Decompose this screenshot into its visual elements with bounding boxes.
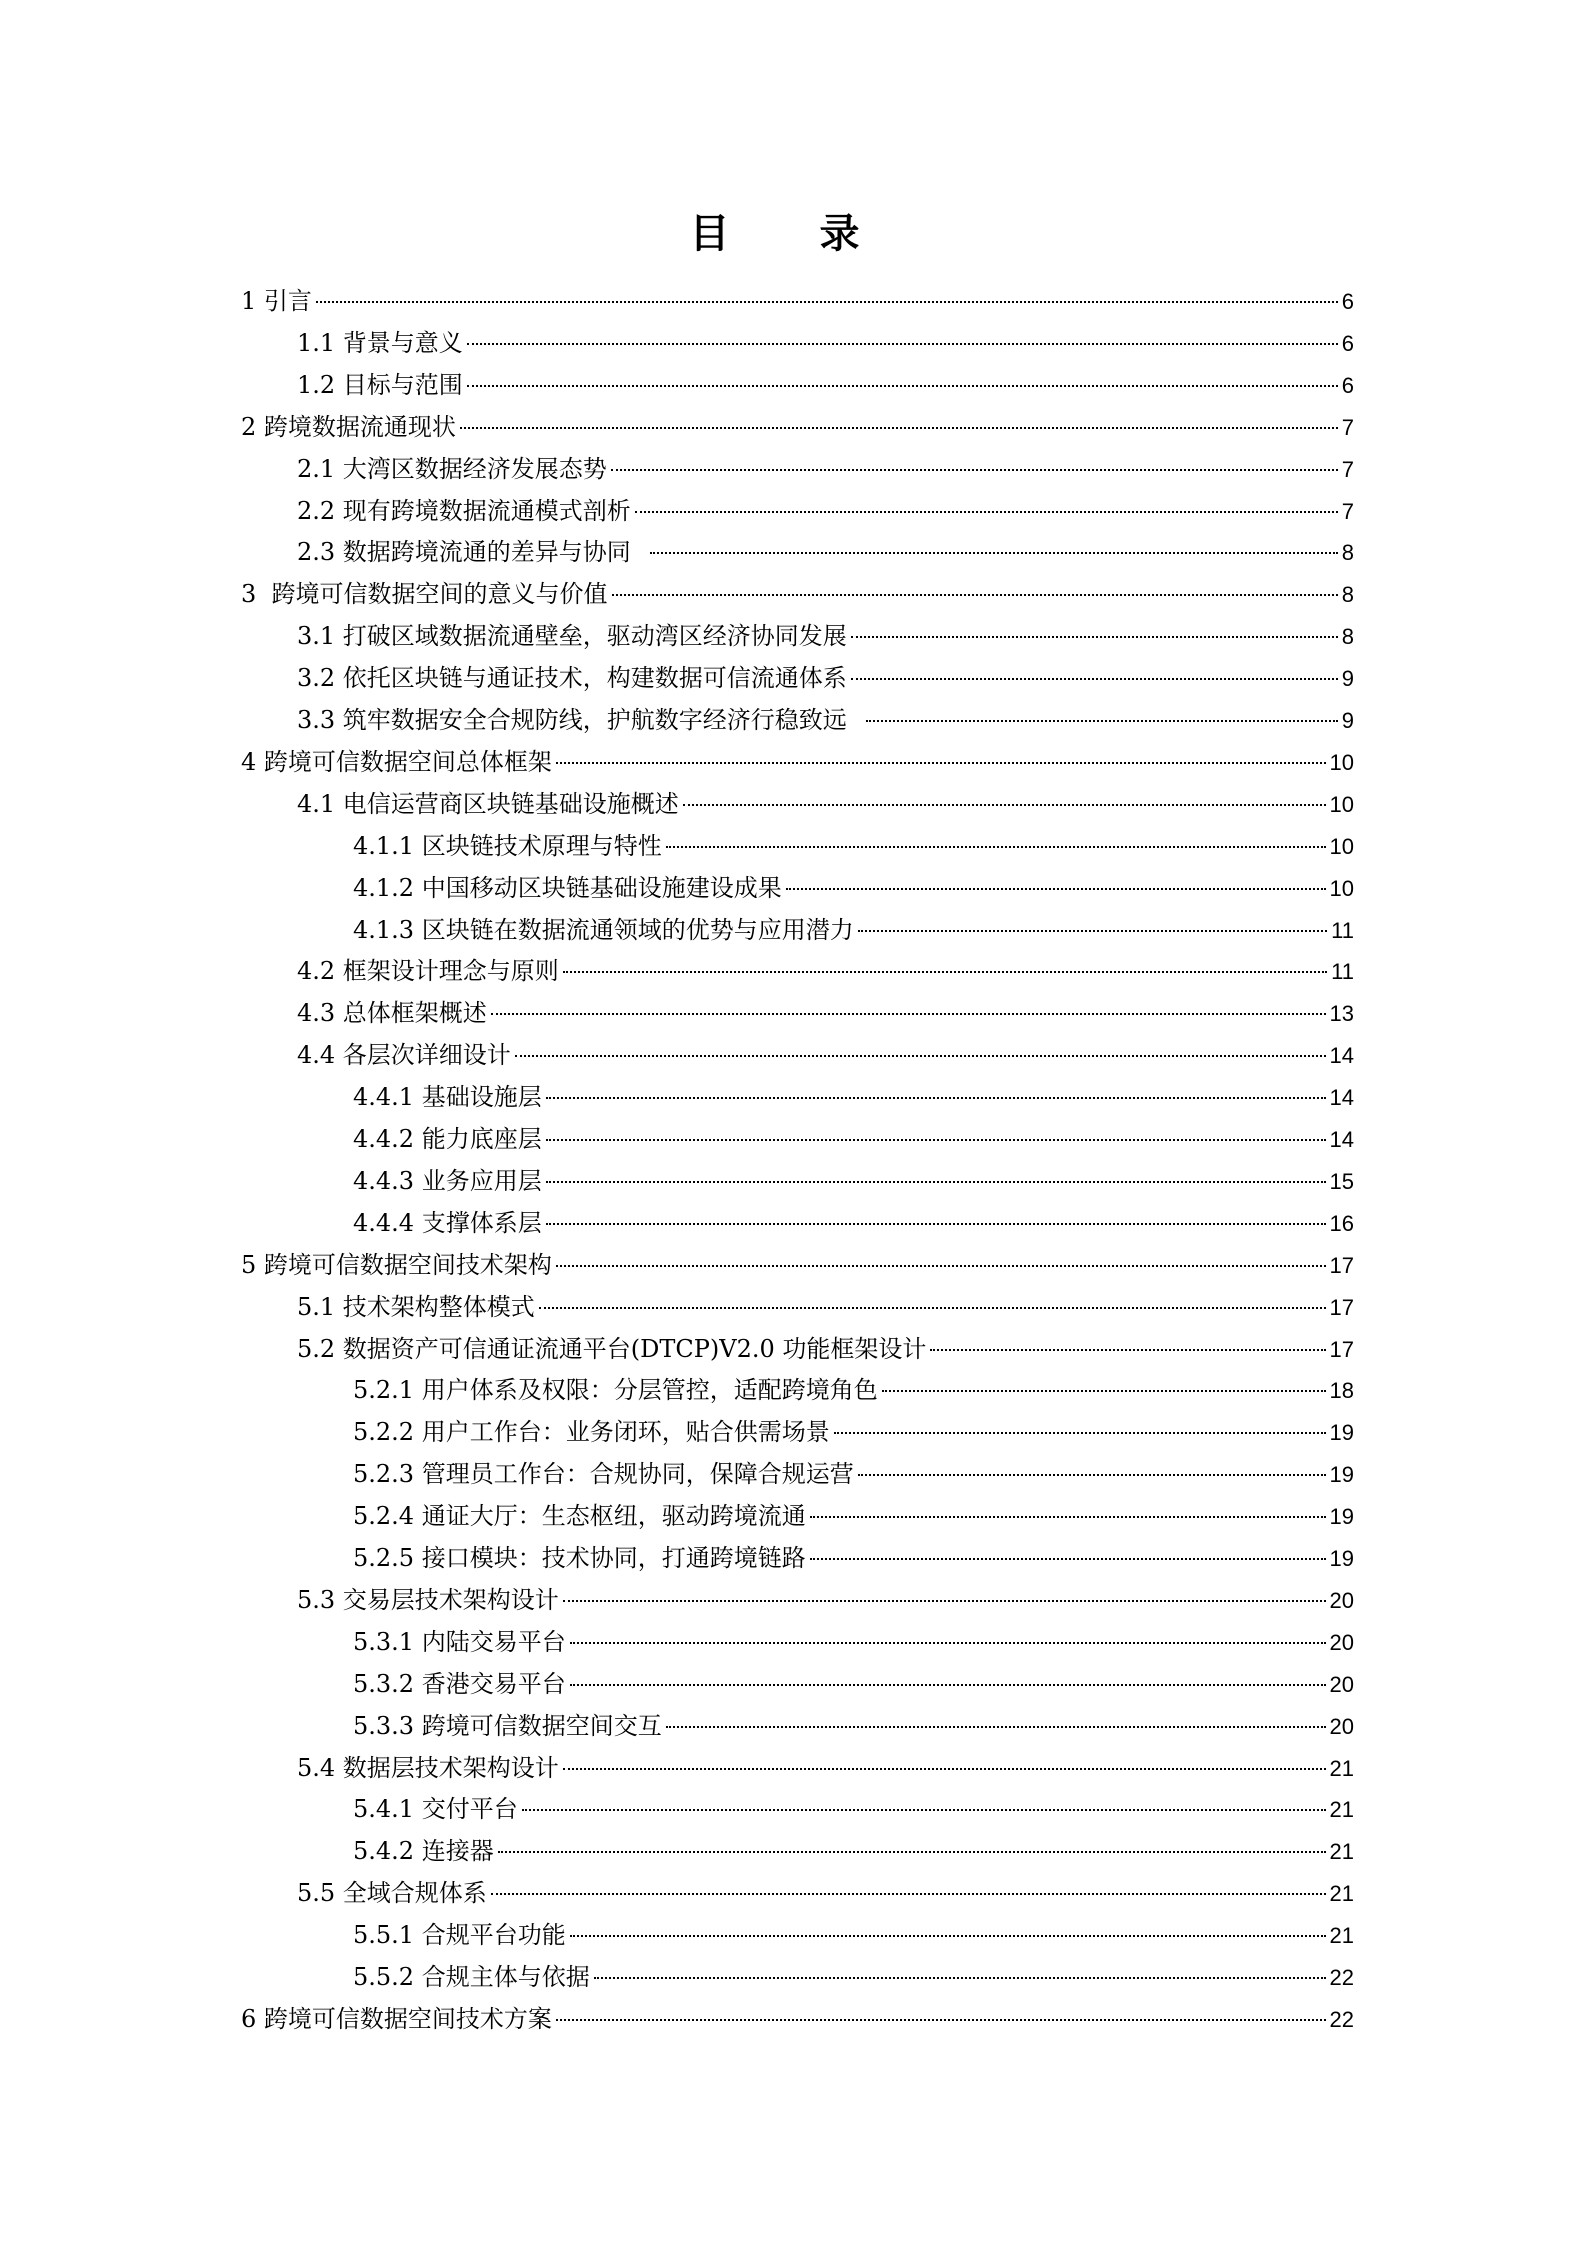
toc-entry[interactable] xyxy=(241,406,1354,448)
toc-entry-label: 1 引言 xyxy=(241,287,312,315)
toc-entry[interactable] xyxy=(297,615,1354,657)
toc-entry[interactable] xyxy=(297,1579,1354,1621)
toc-entry-page-number: 8 xyxy=(1341,540,1354,565)
dot-leader xyxy=(666,1726,1326,1728)
dot-leader xyxy=(570,1935,1326,1937)
toc-entry-label: 6 跨境可信数据空间技术方案 xyxy=(241,2005,552,2033)
toc-entry-page-number: 17 xyxy=(1329,1253,1354,1278)
toc-entry-page-number: 20 xyxy=(1329,1588,1354,1613)
toc-entry-label: 1.1 背景与意义 xyxy=(297,329,463,357)
toc-entry-page-number: 6 xyxy=(1341,289,1354,314)
toc-entry-label: 5.5.1 合规平台功能 xyxy=(353,1921,566,1949)
dot-leader xyxy=(498,1851,1326,1853)
toc-entry-label: 2.3 数据跨境流通的差异与协同 xyxy=(297,538,647,566)
toc-entry-label: 5.3.3 跨境可信数据空间交互 xyxy=(353,1712,662,1740)
toc-entry-page-number: 21 xyxy=(1329,1923,1354,1948)
toc-entry-page-number: 22 xyxy=(1329,2007,1354,2032)
toc-entry-page-number: 10 xyxy=(1329,876,1354,901)
toc-entry[interactable] xyxy=(297,490,1354,532)
toc-entry-page-number: 14 xyxy=(1329,1127,1354,1152)
toc-entry-label: 5.5.2 合规主体与依据 xyxy=(353,1963,590,1991)
dot-leader xyxy=(810,1516,1326,1518)
dot-leader xyxy=(810,1558,1326,1560)
toc-entry-page-number: 16 xyxy=(1329,1211,1354,1236)
dot-leader xyxy=(546,1223,1326,1225)
toc-entry-label: 4.1 电信运营商区块链基础设施概述 xyxy=(297,790,679,818)
toc-entry-page-number: 9 xyxy=(1341,708,1354,733)
toc-entry-page-number: 21 xyxy=(1329,1881,1354,1906)
toc-entry-label: 5.4.1 交付平台 xyxy=(353,1795,518,1823)
dot-leader xyxy=(858,930,1327,932)
toc-entry-page-number: 14 xyxy=(1329,1043,1354,1068)
dot-leader xyxy=(491,1013,1326,1015)
toc-entry-page-number: 17 xyxy=(1329,1337,1354,1362)
dot-leader xyxy=(563,1768,1326,1770)
toc-entry[interactable] xyxy=(297,1872,1354,1914)
dot-leader xyxy=(612,594,1338,596)
toc-entry-page-number: 7 xyxy=(1341,499,1354,524)
dot-leader xyxy=(858,1474,1326,1476)
toc-entry-page-number: 15 xyxy=(1329,1169,1354,1194)
dot-leader xyxy=(556,2019,1326,2021)
toc-entry[interactable] xyxy=(241,1998,1354,2040)
toc-entry-page-number: 21 xyxy=(1329,1797,1354,1822)
toc-entry[interactable] xyxy=(353,1118,1354,1160)
toc-entry-label: 4.4.2 能力底座层 xyxy=(353,1125,542,1153)
toc-entry-label: 3.3 筑牢数据安全合规防线，护航数字经济行稳致远 xyxy=(297,706,863,734)
toc-entry-label: 5 跨境可信数据空间技术架构 xyxy=(241,1251,552,1279)
toc-entry-label: 4.3 总体框架概述 xyxy=(297,999,487,1027)
dot-leader xyxy=(650,552,1338,554)
toc-entry-label: 5.3.1 内陆交易平台 xyxy=(353,1628,566,1656)
toc-entry[interactable] xyxy=(353,1411,1354,1453)
toc-entry[interactable] xyxy=(353,1788,1354,1830)
dot-leader xyxy=(666,846,1326,848)
toc-entry-label: 5.4 数据层技术架构设计 xyxy=(297,1754,559,1782)
toc-entry-page-number: 13 xyxy=(1329,1001,1354,1026)
dot-leader xyxy=(556,762,1326,764)
dot-leader xyxy=(882,1390,1326,1392)
toc-entry[interactable] xyxy=(353,1160,1354,1202)
dot-leader xyxy=(522,1809,1326,1811)
toc-entry-label: 5.5 全域合规体系 xyxy=(297,1879,487,1907)
toc-entry[interactable] xyxy=(353,867,1354,909)
toc-entry[interactable] xyxy=(297,992,1354,1034)
dot-leader xyxy=(570,1642,1326,1644)
toc-entry[interactable] xyxy=(353,1705,1354,1747)
toc-entry-page-number: 21 xyxy=(1329,1756,1354,1781)
dot-leader xyxy=(515,1055,1326,1057)
toc-entry[interactable] xyxy=(353,825,1354,867)
toc-entry-label: 3 跨境可信数据空间的意义与价值 xyxy=(241,580,608,608)
toc-entry-label: 4.1.2 中国移动区块链基础设施建设成果 xyxy=(353,874,782,902)
toc-entry-label: 4.4.1 基础设施层 xyxy=(353,1083,542,1111)
dot-leader xyxy=(467,343,1338,345)
toc-entry-page-number: 11 xyxy=(1331,918,1354,943)
toc-entry-page-number: 7 xyxy=(1341,457,1354,482)
dot-leader xyxy=(635,511,1338,513)
toc-entry-page-number: 19 xyxy=(1329,1546,1354,1571)
toc-entry[interactable] xyxy=(353,1663,1354,1705)
dot-leader xyxy=(546,1097,1326,1099)
toc-entry[interactable] xyxy=(297,364,1354,406)
toc-entry[interactable] xyxy=(297,950,1354,992)
dot-leader xyxy=(851,636,1338,638)
toc-entry[interactable] xyxy=(297,657,1354,699)
toc-entry-label: 4.4 各层次详细设计 xyxy=(297,1041,511,1069)
toc-entry[interactable] xyxy=(241,741,1354,783)
toc-entry[interactable] xyxy=(297,1747,1354,1789)
toc-entry[interactable] xyxy=(241,1244,1354,1286)
toc-entry-label: 3.2 依托区块链与通证技术，构建数据可信流通体系 xyxy=(297,664,847,692)
dot-leader xyxy=(546,1181,1326,1183)
toc-entry[interactable] xyxy=(353,1369,1354,1411)
toc-entry-page-number: 20 xyxy=(1329,1630,1354,1655)
dot-leader xyxy=(683,804,1326,806)
toc-entry[interactable] xyxy=(297,448,1354,490)
toc-entry-label: 4.4.3 业务应用层 xyxy=(353,1167,542,1195)
dot-leader xyxy=(460,427,1338,429)
toc-entry[interactable] xyxy=(241,280,1354,322)
toc-entry-label: 4 跨境可信数据空间总体框架 xyxy=(241,748,552,776)
toc-entry-page-number: 10 xyxy=(1329,750,1354,775)
toc-entry-page-number: 10 xyxy=(1329,792,1354,817)
toc-entry[interactable] xyxy=(353,1830,1354,1872)
toc-entry[interactable] xyxy=(297,783,1354,825)
toc-entry-label: 5.2 数据资产可信通证流通平台(DTCP)V2.0 功能框架设计 xyxy=(297,1335,927,1363)
toc-entry-page-number: 21 xyxy=(1329,1839,1354,1864)
toc-entry-label: 5.3.2 香港交易平台 xyxy=(353,1670,566,1698)
toc-entry[interactable] xyxy=(297,699,1354,741)
toc-entry[interactable] xyxy=(353,1076,1354,1118)
toc-entry-page-number: 10 xyxy=(1329,834,1354,859)
toc-entry-label: 4.4.4 支撑体系层 xyxy=(353,1209,542,1237)
toc-entry-page-number: 8 xyxy=(1341,582,1354,607)
toc-entry-label: 2.2 现有跨境数据流通模式剖析 xyxy=(297,497,631,525)
toc-entry-page-number: 19 xyxy=(1329,1504,1354,1529)
toc-entry-page-number: 18 xyxy=(1329,1378,1354,1403)
toc-entry-label: 2.1 大湾区数据经济发展态势 xyxy=(297,455,607,483)
toc-entry[interactable] xyxy=(353,1453,1354,1495)
toc-entry-page-number: 6 xyxy=(1341,331,1354,356)
toc-entry[interactable] xyxy=(353,1621,1354,1663)
dot-leader xyxy=(930,1349,1325,1351)
toc-entry[interactable] xyxy=(297,531,1354,573)
dot-leader xyxy=(563,1600,1326,1602)
toc-entry-label: 5.3 交易层技术架构设计 xyxy=(297,1586,559,1614)
toc-entry-page-number: 8 xyxy=(1341,624,1354,649)
toc-entry[interactable] xyxy=(353,1956,1354,1998)
toc-entry-page-number: 14 xyxy=(1329,1085,1354,1110)
dot-leader xyxy=(556,1265,1326,1267)
toc-entry-page-number: 9 xyxy=(1341,666,1354,691)
toc-entry[interactable] xyxy=(297,1328,1354,1370)
toc-entry-page-number: 17 xyxy=(1329,1295,1354,1320)
toc-entry-label: 1.2 目标与范围 xyxy=(297,371,463,399)
toc-entry-page-number: 7 xyxy=(1341,415,1354,440)
toc-entry[interactable] xyxy=(353,909,1354,951)
toc-entry[interactable] xyxy=(353,1537,1354,1579)
toc-entry-page-number: 6 xyxy=(1341,373,1354,398)
dot-leader xyxy=(866,720,1338,722)
toc-entry[interactable] xyxy=(297,1286,1354,1328)
page-title: 目 录 xyxy=(689,211,898,257)
dot-leader xyxy=(611,469,1338,471)
toc-entry-page-number: 20 xyxy=(1329,1672,1354,1697)
toc-entry[interactable] xyxy=(297,322,1354,364)
dot-leader xyxy=(570,1684,1326,1686)
dot-leader xyxy=(594,1977,1326,1979)
toc-entry-label: 2 跨境数据流通现状 xyxy=(241,413,456,441)
toc-entry-label: 3.1 打破区域数据流通壁垒，驱动湾区经济协同发展 xyxy=(297,622,847,650)
toc-entry-label: 5.2.2 用户工作台：业务闭环，贴合供需场景 xyxy=(353,1418,830,1446)
toc-entry-label: 5.2.5 接口模块：技术协同，打通跨境链路 xyxy=(353,1544,806,1572)
toc-entry-label: 5.4.2 连接器 xyxy=(353,1837,494,1865)
toc-entry-page-number: 19 xyxy=(1329,1462,1354,1487)
toc-entry-label: 4.2 框架设计理念与原则 xyxy=(297,957,559,985)
toc-entry[interactable] xyxy=(353,1914,1354,1956)
dot-leader xyxy=(316,301,1338,303)
dot-leader xyxy=(539,1307,1326,1309)
dot-leader xyxy=(786,888,1326,890)
dot-leader xyxy=(851,678,1338,680)
toc-entry-page-number: 22 xyxy=(1329,1965,1354,1990)
dot-leader xyxy=(834,1432,1326,1434)
toc-entry[interactable] xyxy=(353,1202,1354,1244)
toc-entry-label: 5.1 技术架构整体模式 xyxy=(297,1293,535,1321)
toc-entry-label: 5.2.1 用户体系及权限：分层管控，适配跨境角色 xyxy=(353,1376,878,1404)
toc-entry-label: 5.2.4 通证大厅：生态枢纽，驱动跨境流通 xyxy=(353,1502,806,1530)
toc-entry[interactable] xyxy=(241,573,1354,615)
toc-entry-label: 4.1.3 区块链在数据流通领域的优势与应用潜力 xyxy=(353,916,854,944)
toc-entry-page-number: 19 xyxy=(1329,1420,1354,1445)
toc-entry-page-number: 20 xyxy=(1329,1714,1354,1739)
dot-leader xyxy=(491,1893,1326,1895)
dot-leader xyxy=(546,1139,1326,1141)
dot-leader xyxy=(467,385,1338,387)
toc-entry-label: 4.1.1 区块链技术原理与特性 xyxy=(353,832,662,860)
dot-leader xyxy=(563,971,1327,973)
toc-entry[interactable] xyxy=(353,1495,1354,1537)
toc-entry-page-number: 11 xyxy=(1331,959,1354,984)
toc-entry-label: 5.2.3 管理员工作台：合规协同，保障合规运营 xyxy=(353,1460,854,1488)
toc-entry[interactable] xyxy=(297,1034,1354,1076)
